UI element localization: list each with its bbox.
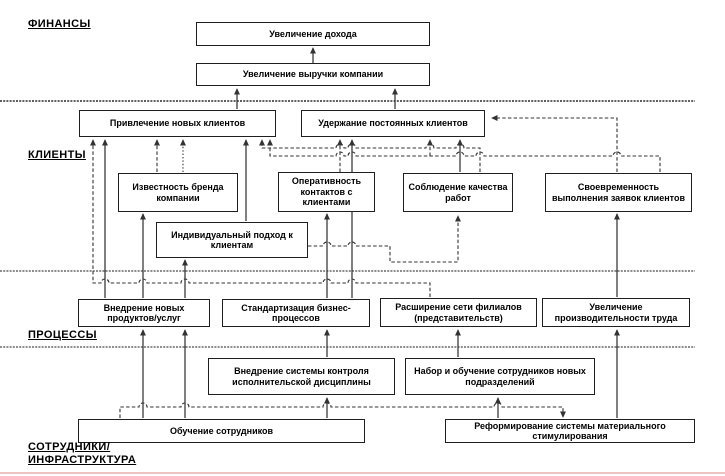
node-st1: Внедрение системы контроля исполнительской дисциплины xyxy=(208,358,395,395)
node-fin1: Увеличение дохода xyxy=(196,22,430,46)
section-label-staff-line1: СОТРУДНИКИ/ xyxy=(28,441,111,453)
node-pr1: Внедрение новых продуктов/услуг xyxy=(78,299,210,327)
node-cl2: Удержание постоянных клиентов xyxy=(301,110,485,137)
section-label-staff-line2: ИНФРАСТРУКТУРА xyxy=(28,454,137,467)
connector-arrow xyxy=(308,216,458,262)
node-pr4: Увеличение производительности труда xyxy=(542,298,690,327)
node-cl7: Индивидуальный подход к клиентам xyxy=(156,222,308,258)
node-fin2: Увеличение выручки компании xyxy=(196,63,430,86)
section-label-clients: КЛИЕНТЫ xyxy=(28,149,86,161)
node-st2: Набор и обучение сотрудников новых подразделений xyxy=(405,358,595,395)
scan-artifact-line xyxy=(0,472,725,474)
node-cl4: Оперативность контактов с клиентами xyxy=(278,172,375,212)
node-cl6: Своевременность выполнения заявок клиентов xyxy=(545,173,692,212)
node-st4: Реформирование системы материального стимулирования xyxy=(445,419,695,443)
section-label-processes: ПРОЦЕССЫ xyxy=(28,329,97,341)
node-pr3: Расширение сети филиалов (представительств) xyxy=(380,298,537,327)
node-cl5: Соблюдение качества работ xyxy=(403,173,513,212)
connector-arrow xyxy=(270,140,660,172)
node-pr2: Стандартизация бизнес-процессов xyxy=(222,299,370,327)
connector-arrow xyxy=(120,403,563,418)
section-label-staff xyxy=(28,441,136,467)
section-label-finance: ФИНАНСЫ xyxy=(28,18,91,30)
connector-arrow xyxy=(492,118,617,172)
node-st3: Обучение сотрудников xyxy=(78,419,365,443)
node-cl1: Привлечение новых клиентов xyxy=(79,110,276,137)
node-cl3: Известность бренда компании xyxy=(118,173,238,212)
